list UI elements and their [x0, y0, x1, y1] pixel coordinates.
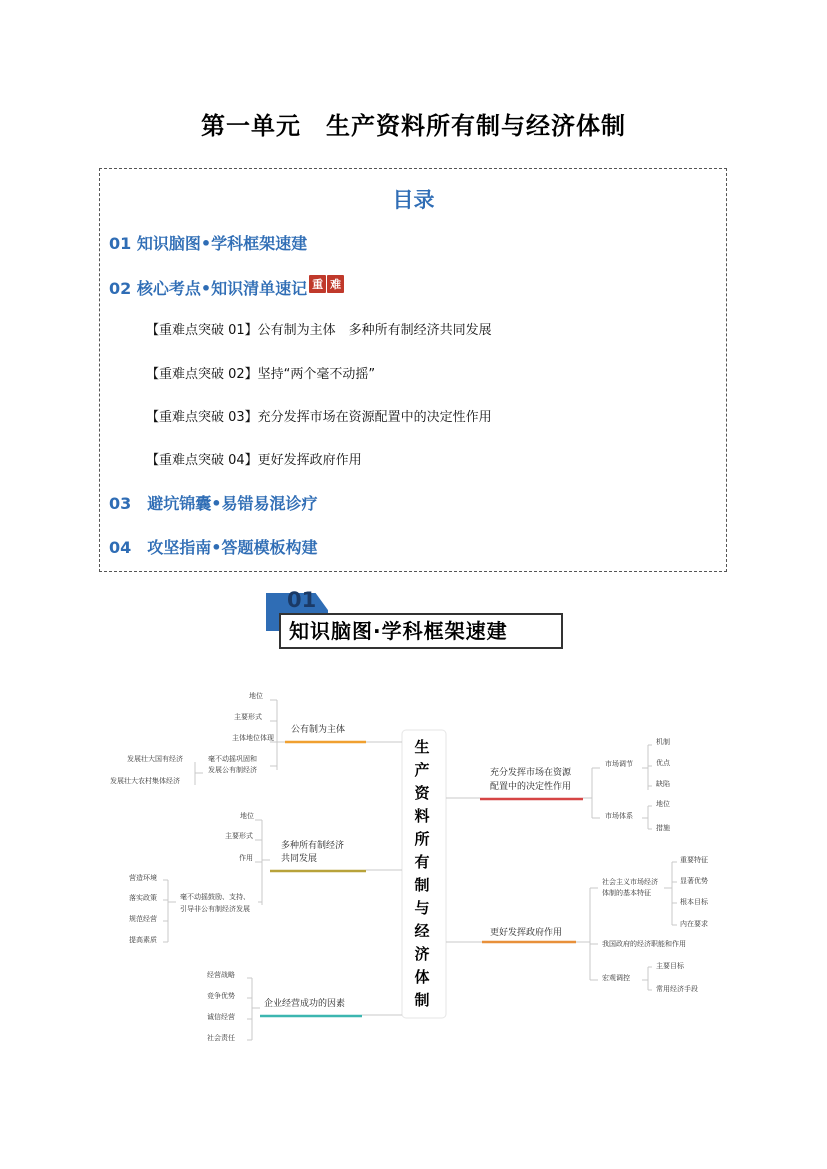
branch4-label-2: 配置中的决定性作用 [490, 782, 572, 792]
b4-grandchild-b2: 措施 [656, 824, 670, 832]
b1-child-4b: 发展公有制经济 [208, 766, 257, 774]
branch3-label: 企业经营成功的因素 [264, 999, 346, 1009]
b2-child-1: 地位 [240, 812, 254, 820]
branch5-label: 更好发挥政府作用 [490, 928, 563, 938]
b2-grandchild-1: 营造环境 [129, 874, 157, 882]
center-char-1: 生 [414, 738, 430, 756]
toc-heading: 目录 [392, 188, 435, 212]
b5-grandchild-b2: 常用经济手段 [656, 985, 698, 993]
b5-grandchild-a3: 根本目标 [680, 898, 708, 906]
center-char-12: 制 [414, 991, 430, 1009]
b4-grandchild-a3: 缺陷 [656, 780, 670, 788]
b5-grandchild-a2: 显著优势 [680, 877, 708, 885]
b2-grandchild-4: 提高素质 [129, 936, 157, 944]
branch2-label-2: 共同发展 [281, 854, 318, 864]
b2-grandchild-3: 规范经营 [129, 915, 157, 923]
banner-label: 知识脑图·学科框架速建 [279, 613, 563, 649]
toc-section-2-label: 02 核心考点•知识清单速记 [109, 279, 308, 298]
b4-grandchild-a1: 机制 [656, 738, 670, 746]
b5-grandchild-a1: 重要特征 [680, 856, 708, 864]
b4-grandchild-b1: 地位 [656, 800, 670, 808]
b4-grandchild-a2: 优点 [656, 759, 670, 767]
b5-child-1b: 体制的基本特征 [602, 889, 651, 897]
b4-child-1: 市场调节 [605, 760, 633, 768]
b3-child-1: 经营战略 [207, 971, 235, 979]
b1-child-3: 主体地位体现 [232, 734, 274, 742]
b2-child-3: 作用 [239, 854, 253, 862]
b5-grandchild-a4: 内在要求 [680, 920, 708, 928]
b4-child-2: 市场体系 [605, 812, 633, 820]
difficulty-badge-2: 难 [327, 275, 344, 293]
center-char-3: 资 [414, 784, 430, 802]
center-char-4: 料 [414, 807, 430, 825]
b3-child-4: 社会责任 [207, 1034, 235, 1042]
toc-item-3[interactable]: 【重难点突破 03】充分发挥市场在资源配置中的决定性作用 [146, 410, 492, 425]
center-char-11: 体 [414, 968, 430, 986]
b1-grandchild-1: 发展壮大国有经济 [127, 755, 183, 763]
center-char-5: 所 [414, 830, 430, 848]
b3-child-3: 诚信经营 [207, 1013, 235, 1021]
toc-section-1[interactable]: 01 知识脑图•学科框架速建 [109, 234, 308, 253]
branch1-label: 公有制为主体 [291, 725, 346, 735]
b2-child-4a: 毫不动摇鼓励、支持、 [180, 893, 250, 901]
b2-grandchild-2: 落实政策 [129, 894, 157, 902]
b1-child-2: 主要形式 [234, 713, 262, 721]
page-title: 第一单元 生产资料所有制与经济体制 [201, 112, 626, 140]
branch2-label-1: 多种所有制经济 [281, 841, 345, 851]
toc-item-2[interactable]: 【重难点突破 02】坚持“两个毫不动摇” [146, 367, 376, 382]
toc-item-4[interactable]: 【重难点突破 04】更好发挥政府作用 [146, 453, 362, 468]
b3-child-2: 竞争优势 [207, 992, 235, 1000]
difficulty-badge-1: 重 [309, 275, 326, 293]
center-char-8: 与 [414, 899, 430, 917]
b5-grandchild-b1: 主要目标 [656, 962, 684, 970]
b5-child-2: 我国政府的经济职能和作用 [602, 940, 686, 948]
b1-child-1: 地位 [249, 692, 263, 700]
center-char-6: 有 [414, 853, 430, 871]
b2-child-2: 主要形式 [225, 832, 253, 840]
b5-child-1a: 社会主义市场经济 [602, 878, 658, 886]
toc-item-1[interactable]: 【重难点突破 01】公有制为主体 多种所有制经济共同发展 [146, 323, 492, 338]
b1-child-4a: 毫不动摇巩固和 [208, 755, 257, 763]
branch4-label-1: 充分发挥市场在资源 [490, 768, 572, 778]
center-char-10: 济 [414, 945, 430, 963]
center-char-2: 产 [414, 761, 430, 779]
banner-number: 01 [287, 588, 317, 612]
b5-child-3: 宏观调控 [602, 974, 630, 982]
toc-section-3[interactable]: 03 避坑锦囊•易错易混诊疗 [109, 494, 318, 513]
center-char-9: 经 [414, 922, 430, 940]
b2-child-4b: 引导非公有制经济发展 [180, 905, 250, 913]
center-char-7: 制 [414, 876, 430, 894]
toc-section-4[interactable]: 04 攻坚指南•答题模板构建 [109, 538, 318, 557]
b1-grandchild-2: 发展壮大农村集体经济 [110, 777, 180, 785]
